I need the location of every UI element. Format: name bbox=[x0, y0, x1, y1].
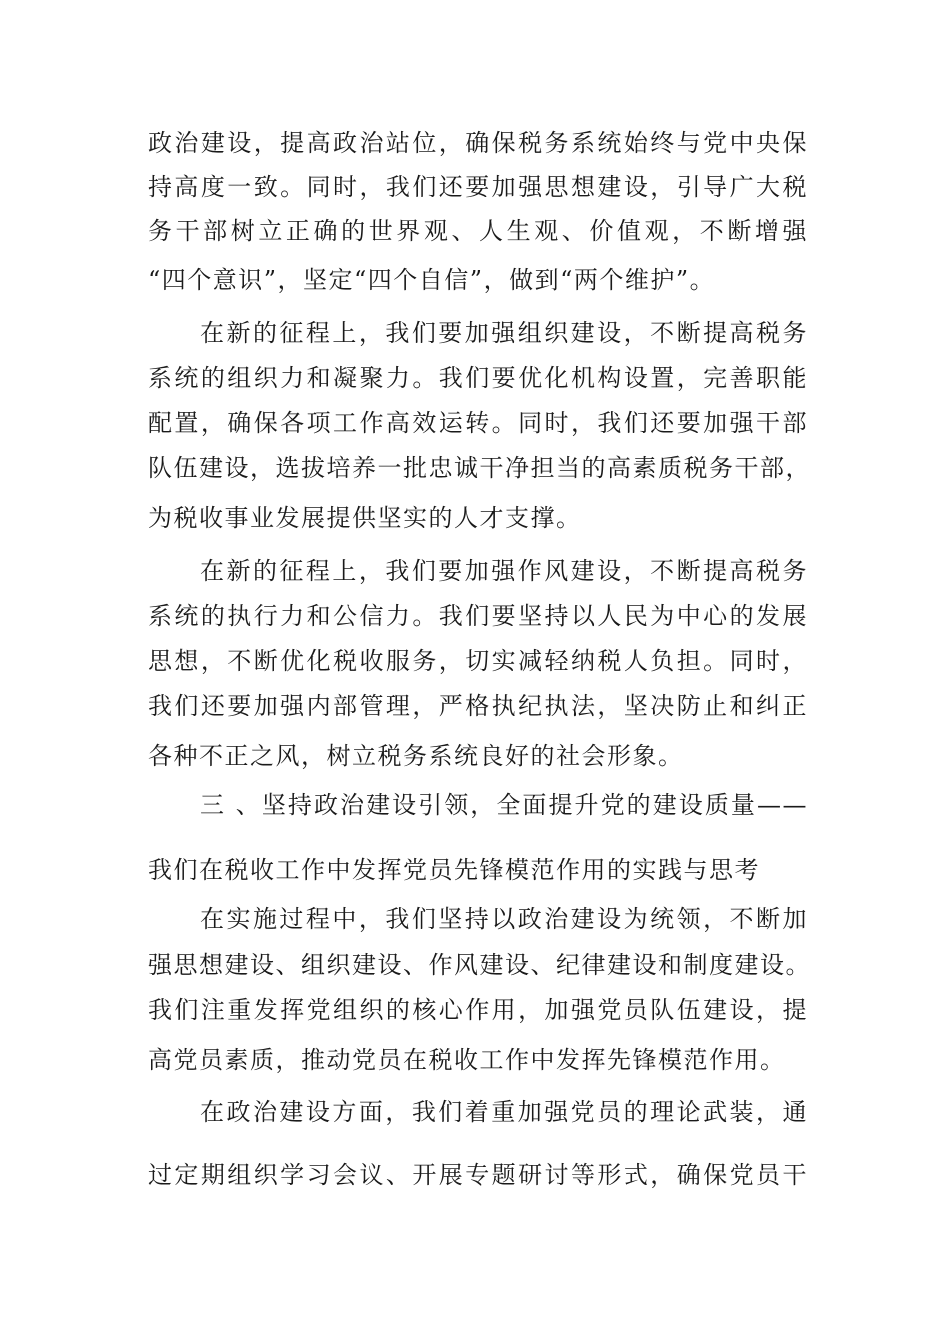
body-text-line: 持高度一致。同时，我们还要加强思想建设，引导广大税 bbox=[148, 173, 808, 201]
section-heading-continued: 我们在税收工作中发挥党员先锋模范作用的实践与思考 bbox=[148, 856, 760, 884]
body-text-line: 为税收事业发展提供坚实的人才支撑。 bbox=[148, 504, 582, 532]
paragraph-first-line: 在新的征程上，我们要加强组织建设，不断提高税务 bbox=[200, 319, 808, 347]
body-text-line: 系统的执行力和公信力。我们要坚持以人民为中心的发展 bbox=[148, 602, 808, 630]
section-heading: 三 、坚持政治建设引领，全面提升党的建设质量—— bbox=[200, 791, 808, 819]
body-text-line: 思想，不断优化税收服务，切实减轻纳税人负担。同时， bbox=[148, 647, 808, 675]
body-text-line: 政治建设，提高政治站位，确保税务系统始终与党中央保 bbox=[148, 129, 808, 157]
body-text-line: 配置，确保各项工作高效运转。同时，我们还要加强干部 bbox=[148, 409, 808, 437]
paragraph-first-line: 在新的征程上，我们要加强作风建设，不断提高税务 bbox=[200, 557, 808, 585]
paragraph-first-line: 在政治建设方面，我们着重加强党员的理论武装，通 bbox=[200, 1098, 808, 1126]
body-text-line: 各种不正之风，树立税务系统良好的社会形象。 bbox=[148, 742, 684, 770]
body-text-line: 我们注重发挥党组织的核心作用，加强党员队伍建设，提 bbox=[148, 996, 808, 1024]
body-text-line: 系统的组织力和凝聚力。我们要优化机构设置，完善职能 bbox=[148, 364, 808, 392]
body-text-line: “四个意识”，坚定“四个自信”，做到“两个维护”。 bbox=[148, 266, 716, 294]
body-text-line: 我们还要加强内部管理，严格执纪执法，坚决防止和纠正 bbox=[148, 692, 808, 720]
body-text-line: 务干部树立正确的世界观、人生观、价值观，不断增强 bbox=[148, 217, 808, 245]
body-text-line: 过定期组织学习会议、开展专题研讨等形式，确保党员干 bbox=[148, 1161, 808, 1189]
body-text-line: 高党员素质，推动党员在税收工作中发挥先锋模范作用。 bbox=[148, 1046, 786, 1074]
body-text-line: 队伍建设，选拔培养一批忠诚干净担当的高素质税务干部， bbox=[148, 454, 811, 482]
body-text-line: 强思想建设、组织建设、作风建设、纪律建设和制度建设。 bbox=[148, 951, 811, 979]
paragraph-first-line: 在实施过程中，我们坚持以政治建设为统领，不断加 bbox=[200, 905, 808, 933]
